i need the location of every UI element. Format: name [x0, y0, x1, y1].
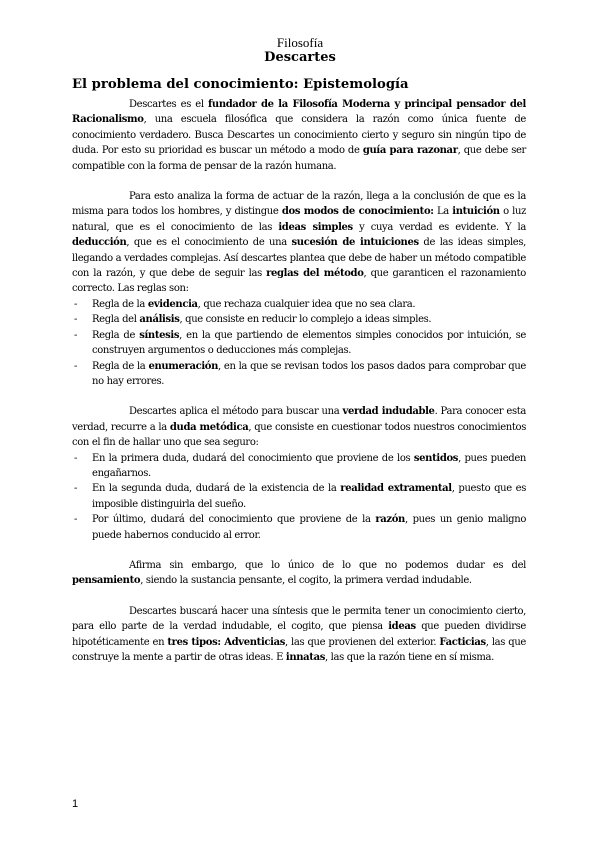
paragraph-modes-of-knowledge: Para esto analiza la forma de actuar de la razón, llega a la conclusión de que es la misma para todos los hombres, y distingue dos modos de conocimiento: La intuición o luz natural, que es el conocimiento de las ideas simples y cuya verdad es evidente. Y la deducción, que es el conocimiento de una sucesión de intuiciones de las ideas simples, llegando a verdades complejas. Así descartes plantea que debe de haber un método compatible con la razón, y que debe de seguir las reglas del método, que garanticen el razonamiento correcto. Las reglas son: — [72, 191, 527, 295]
list-item: - Regla de síntesis, en la que partiendo de elementos simples conocidos por intuición, se construyen argumentos o deducciones más complejas. — [74, 329, 526, 357]
rules-list — [72, 297, 526, 389]
list-item: - En la primera duda, dudará del conocimiento que proviene de los sentidos, pues pueden engañarnos. — [74, 452, 526, 479]
doubts-list — [72, 451, 526, 543]
paragraph-methodical-doubt: Descartes aplica el método para buscar una verdad indudable. Para conocer esta verdad, recurre a la duda metódica, que consiste en cuestionar todos nuestros conocimientos con el fin de hallar uno que sea seguro: — [72, 406, 527, 449]
paragraph-cogito: Afirma sin embargo, que lo único de lo que no podemos dudar es del pensamiento, siendo la sustancia pensante, el cogito, la primera verdad indudable. — [72, 559, 526, 587]
section-heading: El problema del conocimiento: Epistemología — [72, 77, 409, 92]
list-item: - En la segunda duda, dudará de la existencia de la realidad extramental, puesto que es imposible distinguirla del sueño. — [74, 483, 526, 510]
list-item: - Regla de la enumeración, en la que se revisan todos los pasos dados para comprobar que no hay errores. — [74, 360, 526, 387]
document-title: Descartes — [264, 50, 336, 65]
paragraph-intro: Descartes es el fundador de la Filosofía Moderna y principal pensador del Racionalismo, una escuela filosófica que considera la razón como única fuente de conocimiento verdadero. Busca Descartes un conocimiento cierto y seguro sin ningún tipo de duda. Por esto su prioridad es buscar un método a modo de guía para razonar, que debe ser compatible con la forma de pensar de la razón humana. — [72, 99, 526, 172]
list-item: - Regla de la evidencia, que rechaza cualquier idea que no sea clara. — [74, 298, 416, 310]
list-item: - Por último, dudará del conocimiento que proviene de la razón, pues un genio maligno puede habernos conducido al error. — [74, 514, 526, 541]
document-body — [72, 97, 526, 665]
page-number: 1 — [72, 798, 79, 810]
subject-label: Filosofía — [276, 35, 324, 50]
list-item: - Regla del análisis, que consiste en reducir lo complejo a ideas simples. — [74, 314, 432, 326]
paragraph-ideas: Descartes buscará hacer una síntesis que le permita tener un conocimiento cierto, para ello parte de la verdad indudable, el cogito, que piensa ideas que pueden dividirse hipotéticamente en tres tipos: Adventicias, las que provienen del exterior. Facticias, las que construye la mente a partir de otras ideas. E innatas, las que la razón tiene en sí misma. — [72, 605, 526, 663]
